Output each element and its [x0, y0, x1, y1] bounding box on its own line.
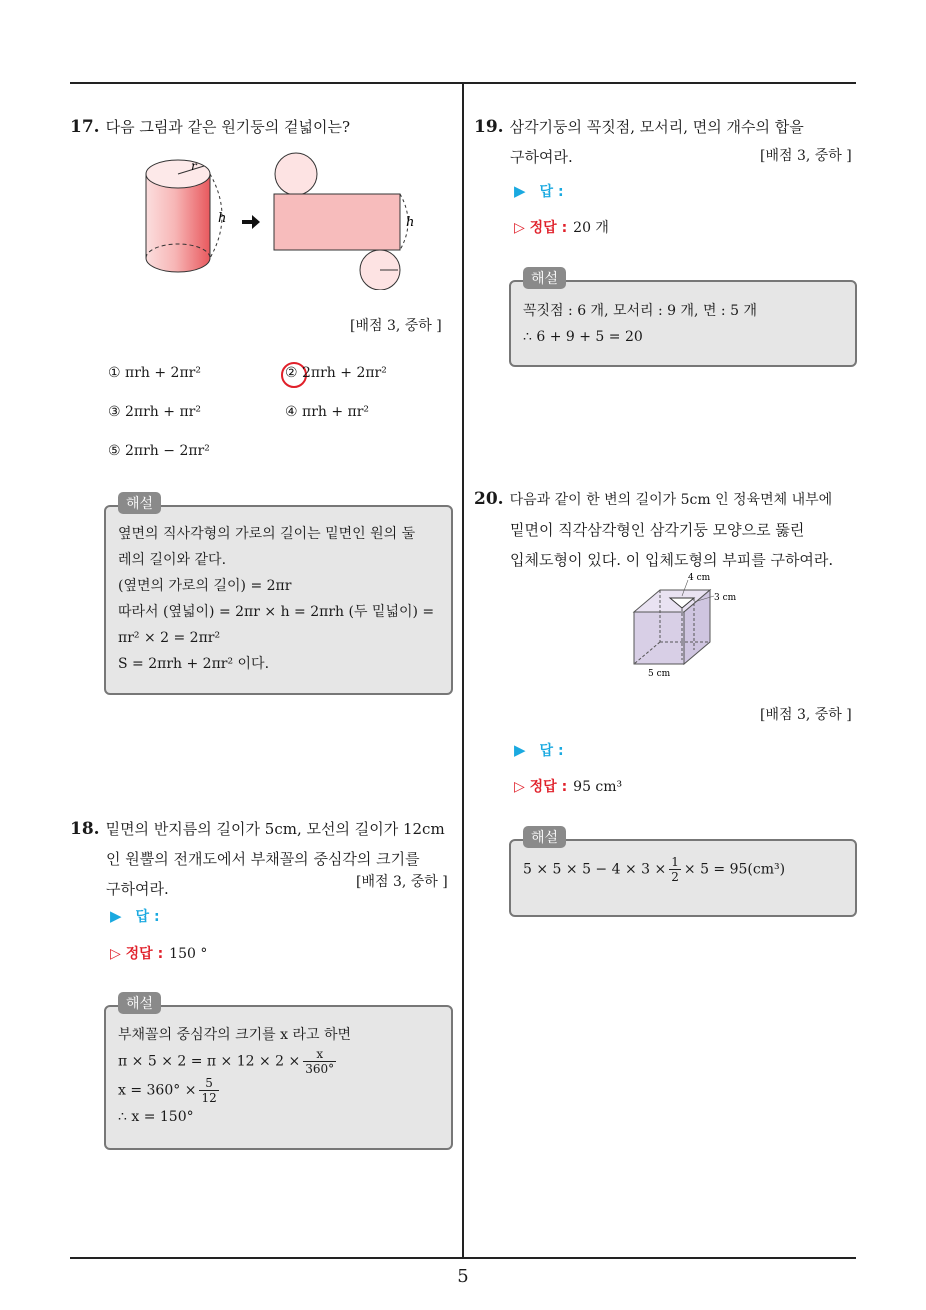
correct-value: 95 cm³ [573, 779, 623, 795]
q19-solution-box [509, 280, 857, 367]
page-number: 5 [457, 1266, 469, 1287]
sol-line: 따라서 (옆넓이) = 2πr × h = 2πrh (두 밑넓이) = [118, 604, 435, 620]
solution-tag: 해설 [118, 492, 161, 514]
q18-correct-answer [110, 943, 207, 963]
play-icon: ▶ [110, 907, 122, 925]
cube-figure [622, 568, 752, 680]
q17-solution-box [104, 505, 453, 695]
solution-tag: 해설 [118, 992, 161, 1014]
q20-correct-answer [514, 776, 622, 796]
sol-line: 레의 길이와 같다. [118, 552, 227, 568]
correct-label: 정답 : [125, 946, 164, 962]
fig-label-h1: h [218, 211, 227, 226]
question-number: 17. [70, 117, 100, 137]
q20-solution-box [509, 839, 857, 917]
q18-solution-box [104, 1005, 453, 1150]
choice-1[interactable]: ① πrh + 2πr² [108, 365, 201, 381]
triangle-outline-icon: ▷ [110, 946, 126, 962]
q19-score: [배점 3, 중하 ] [760, 148, 852, 164]
question-line: 밑면이 직각삼각형인 삼각기둥 모양으로 뚫린 [510, 521, 805, 539]
answer-label: 답 : [539, 743, 564, 759]
fig-label-3cm: 3 cm [714, 593, 737, 603]
answer-label: 답 : [135, 909, 160, 925]
q20-answer-field[interactable] [514, 740, 564, 760]
question-text: 다음 그림과 같은 원기둥의 겉넓이는? [105, 118, 351, 136]
q18-answer-field[interactable] [110, 906, 160, 926]
question-line: 밑면의 반지름의 길이가 5cm, 모선의 길이가 12cm [105, 820, 445, 838]
fig-label-r: r [191, 159, 197, 173]
play-icon: ▶ [514, 182, 526, 200]
question-number: 18. [70, 819, 100, 839]
question-number: 19. [474, 117, 504, 137]
cylinder-figure [138, 150, 428, 290]
q19-correct-answer [514, 217, 609, 237]
q19-answer-field[interactable] [514, 181, 564, 201]
answer-label: 답 : [539, 184, 564, 200]
choice-5[interactable]: ⑤ 2πrh − 2πr² [108, 443, 210, 459]
sol-line: πr² × 2 = 2πr² [118, 630, 221, 646]
sol-line: x = 360° × $\frac{5}{12}$ [118, 1076, 217, 1105]
question-line: 인 원뿔의 전개도에서 부채꼴의 중심각의 크기를 [106, 850, 420, 868]
sol-line: ∴ 6 + 9 + 5 = 20 [523, 329, 643, 345]
question-line: 삼각기둥의 꼭짓점, 모서리, 면의 개수의 합을 [509, 118, 804, 136]
solution-tag: 해설 [523, 826, 566, 848]
sol-line: π × 5 × 2 = π × 12 × 2 × $\frac{x}{360^\circ}$ [118, 1047, 335, 1076]
fig-label-5cm: 5 cm [648, 669, 671, 679]
q20-score: [배점 3, 중하 ] [760, 707, 852, 723]
choice-3[interactable]: ③ 2πrh + πr² [108, 404, 201, 420]
sol-line: 꼭짓점 : 6 개, 모서리 : 9 개, 면 : 5 개 [523, 303, 757, 319]
solution-tag: 해설 [523, 267, 566, 289]
sol-line: 5 × 5 × 5 − 4 × 3 × $\frac{1}{2}$ × 5 = 95(cm³) [523, 855, 786, 884]
sol-line: ∴ x = 150° [118, 1109, 194, 1125]
question-line: 다음과 같이 한 변의 길이가 5cm 인 정육면체 내부에 [509, 492, 833, 508]
correct-label: 정답 : [529, 220, 568, 236]
fig-label-4cm: 4 cm [688, 573, 711, 583]
fig-label-h2: h [406, 215, 415, 230]
question-line: 입체도형이 있다. 이 입체도형의 부피를 구하여라. [510, 551, 834, 569]
q17-score: [배점 3, 중하 ] [350, 318, 442, 334]
choice-4[interactable]: ④ πrh + πr² [285, 404, 370, 420]
q18-score: [배점 3, 중하 ] [356, 874, 448, 890]
sol-line: S = 2πrh + 2πr² 이다. [118, 656, 270, 672]
question-line: 구하여라. [106, 880, 169, 898]
triangle-outline-icon: ▷ [514, 220, 530, 236]
choice-2[interactable]: ② 2πrh + 2πr² [285, 365, 387, 381]
sol-line: 부채꼴의 중심각의 크기를 x 라고 하면 [118, 1027, 352, 1043]
question-number: 20. [474, 489, 504, 509]
question-20 [474, 484, 864, 575]
play-icon: ▶ [514, 741, 526, 759]
question-line: 구하여라. [510, 148, 573, 166]
correct-label: 정답 : [529, 779, 568, 795]
correct-value: 20 개 [573, 220, 609, 236]
triangle-outline-icon: ▷ [514, 779, 530, 795]
sol-line: (옆면의 가로의 길이) = 2πr [118, 578, 292, 594]
column-divider [462, 84, 464, 1258]
correct-value: 150 ° [169, 946, 208, 962]
sol-line: 옆면의 직사각형의 가로의 길이는 밑면인 원의 둘 [118, 526, 416, 542]
question-17 [70, 112, 450, 142]
